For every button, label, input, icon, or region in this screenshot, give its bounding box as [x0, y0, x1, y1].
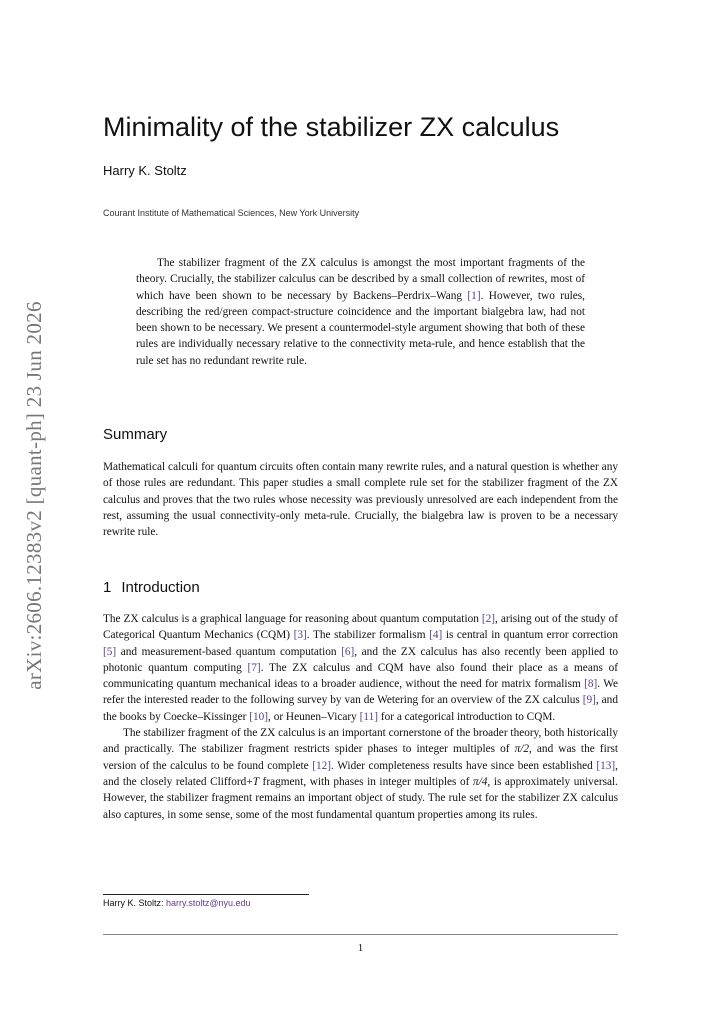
- citation-link[interactable]: [3]: [293, 629, 307, 642]
- footnote-divider: [103, 894, 309, 895]
- section-title: Introduction: [121, 579, 200, 596]
- footnote: [103, 898, 251, 908]
- paper-title: Minimality of the stabilizer ZX calculus: [103, 112, 560, 142]
- page-number: 1: [357, 942, 364, 954]
- citation-link[interactable]: [4]: [429, 629, 443, 642]
- body-text: for a categorical introduction to CQM.: [378, 710, 556, 723]
- math-expression: π/4: [472, 775, 488, 788]
- page-footer-divider: [103, 934, 618, 935]
- abstract-text: . However, two rules, describing the red/green compact-structure coincidence and the important bialgebra law, had not been shown to be necessary. We present a countermodel-style argument showing that both of these rules are individually necessary relative to the connectivity meta-rule, and hence establish that the rule set has no redundant rewrite rule.: [136, 289, 585, 367]
- citation-link[interactable]: [9]: [582, 694, 596, 707]
- citation-link[interactable]: [1]: [467, 289, 481, 302]
- summary-heading: Summary: [103, 426, 168, 443]
- body-text: and measurement-based quantum computation: [116, 645, 342, 658]
- abstract: [136, 255, 585, 369]
- citation-link[interactable]: [8]: [584, 678, 598, 691]
- citation-link[interactable]: [11]: [359, 710, 378, 723]
- body-text: , arising out of the study of Categorical Quantum Mechanics (CQM): [103, 613, 618, 642]
- citation-link[interactable]: [12]: [312, 759, 332, 772]
- body-text: , or Heunen–Vicary: [268, 710, 360, 723]
- body-text: The stabilizer fragment of the ZX calculus is an important cornerstone of the broader theory, both historically and practically. The stabilizer fragment restricts spider phases to integer multiples of: [103, 727, 618, 756]
- footnote-author: Harry K. Stoltz:: [103, 898, 164, 908]
- body-text: , and the books by Coecke–Kissinger: [103, 694, 618, 723]
- author-name: Harry K. Stoltz: [103, 163, 187, 178]
- body-text: . The stabilizer formalism: [306, 629, 430, 642]
- body-text: , and was the first version of the calculus to be found complete: [103, 743, 618, 772]
- body-text: . The ZX calculus and CQM have also found their place as a means of communicating quantum mechanical ideas to a broader audience, without the need for matrix formalism: [103, 661, 618, 691]
- body-text: The ZX calculus is a graphical language for reasoning about quantum computation: [103, 613, 482, 625]
- body-text: , and the closely related Clifford+: [103, 759, 618, 788]
- intro-paragraph-1: [103, 611, 618, 725]
- body-text: is central in quantum error correction: [442, 629, 618, 642]
- abstract-text: The stabilizer fragment of the ZX calculus is amongst the most important fragments of the theory. Crucially, the stabilizer calculus can be described by a small collection of rewrites, most of which have been shown to be necessary by Backens–Perdrix–Wang: [136, 257, 585, 302]
- arxiv-stamp: [12, 280, 56, 710]
- author-affiliation: Courant Institute of Mathematical Sciences, New York University: [103, 208, 360, 218]
- author-email-link[interactable]: harry.stoltz@nyu.edu: [166, 898, 251, 908]
- body-text: , and the ZX calculus has also recently been applied to photonic quantum computing: [103, 645, 618, 674]
- citation-link[interactable]: [5]: [103, 645, 117, 658]
- body-text: , is approximately universal. However, the stabilizer fragment remains an important object of study. The rule set for the stabilizer ZX calculus also captures, in some sense, some of the most fundamental quantum properties among its rules.: [103, 775, 618, 821]
- citation-link[interactable]: [6]: [341, 645, 355, 658]
- section-heading-introduction: [103, 579, 200, 596]
- summary-text: Mathematical calculi for quantum circuits often contain many rewrite rules, and a natural question is whether any of those rules are redundant. This paper studies a small complete rule set for the stabilizer fragment of the ZX calculus and proves that the two rules whose necessity was previously unresolved are each independent from the rest, assuming the usual connectivity-only meta-rule. Crucially, the bialgebra law is proven to be a necessary rewrite rule.: [103, 461, 618, 539]
- citation-link[interactable]: [7]: [247, 661, 261, 674]
- math-expression: π/2: [514, 743, 530, 756]
- math-expression: T: [252, 775, 259, 788]
- section-number: 1: [103, 579, 112, 596]
- citation-link[interactable]: [2]: [481, 613, 496, 625]
- citation-link[interactable]: [10]: [249, 710, 269, 723]
- body-text: . Wider completeness results have since been established: [331, 759, 597, 772]
- body-text: . We refer the interested reader to the following survey by van de Wetering for an overview of the ZX calculus: [103, 678, 619, 707]
- citation-link[interactable]: [13]: [596, 759, 616, 772]
- intro-paragraph-2: [103, 725, 618, 823]
- introduction-body: [103, 611, 618, 823]
- arxiv-stamp-text: arXiv:2606.12383v2 [quant-ph] 23 Jun 2026: [21, 300, 46, 690]
- body-text: fragment, with phases in integer multiples of: [258, 775, 473, 788]
